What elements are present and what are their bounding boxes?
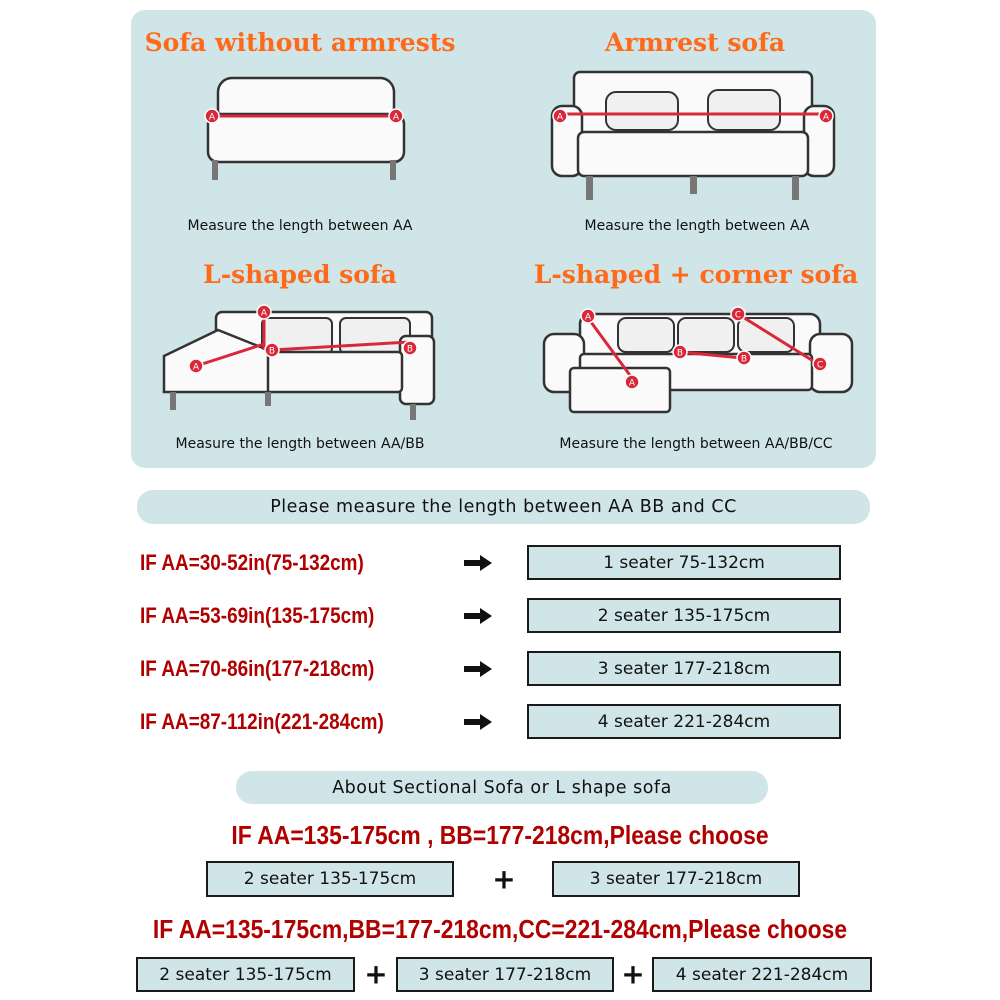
measure-caption-armrest: Measure the length between AA (584, 218, 810, 234)
marker-b-label: B (676, 348, 684, 359)
measure-caption-corner: Measure the length between AA/BB/CC (559, 436, 833, 452)
size-rule-condition: IF AA=53-69in(135-175cm) (140, 603, 375, 628)
sofa-type-title-corner: L-shaped + corner sofa (533, 260, 859, 289)
size-rule-result: 1 seater 75-132cm (603, 552, 765, 573)
marker-b-label: B (406, 344, 414, 355)
sofa-type-title-armrest: Armrest sofa (604, 28, 786, 57)
marker-a-label: A (584, 312, 592, 323)
size-rule-result-box (527, 598, 841, 633)
sectional-sofa-banner (236, 771, 768, 804)
measure-instruction-banner (137, 490, 870, 524)
right-arrow-icon (462, 553, 494, 573)
sectional-rule-1: IF AA=135-175cm , BB=177-218cm,Please choose (231, 820, 769, 850)
marker-c-label: C (734, 310, 742, 321)
right-arrow-icon (462, 712, 494, 732)
seater-label: 2 seater 135-175cm (243, 869, 417, 889)
size-rule-result: 2 seater 135-175cm (597, 605, 771, 626)
right-arrow-icon (462, 659, 494, 679)
marker-b-label: B (268, 346, 276, 357)
sectional-sofa-banner-text: About Sectional Sofa or L shape sofa (332, 777, 672, 798)
marker-c-label: C (816, 360, 824, 371)
size-rule-result-box (527, 651, 841, 686)
marker-a-label: A (556, 112, 564, 123)
size-rule-result-box (527, 704, 841, 739)
corner-sofa-illustration (540, 300, 858, 420)
plus-icon: + (492, 862, 516, 896)
seater-label: 3 seater 177-218cm (418, 964, 592, 985)
right-arrow-icon (462, 606, 494, 626)
marker-a-label: A (628, 378, 636, 389)
plus-icon: + (621, 957, 645, 991)
sectional-rule-2: IF AA=135-175cm,BB=177-218cm,CC=221-284cm,Please choose (152, 914, 848, 944)
sectional-rule-1-box (206, 861, 454, 897)
marker-a-label: A (208, 112, 216, 123)
marker-a-label: A (822, 112, 830, 123)
size-rule-condition: IF AA=87-112in(221-284cm) (140, 709, 384, 734)
measure-instruction-text: Please measure the length between AA BB and CC (270, 497, 737, 517)
seater-label: 4 seater 221-284cm (675, 964, 849, 985)
measure-caption-l-shaped: Measure the length between AA/BB (175, 436, 425, 452)
sectional-rule-2-box (396, 957, 614, 992)
size-rule-result-box (527, 545, 841, 580)
plus-icon: + (364, 957, 388, 991)
size-rule-condition: IF AA=30-52in(75-132cm) (140, 550, 364, 575)
marker-a-label: A (392, 112, 400, 123)
armless-sofa-illustration (190, 70, 420, 190)
seater-label: 3 seater 177-218cm (589, 869, 763, 889)
sofa-type-title-armless: Sofa without armrests (144, 28, 456, 57)
marker-a-label: A (192, 362, 200, 373)
size-rule-result: 3 seater 177-218cm (597, 658, 771, 679)
sectional-rule-1-box (552, 861, 800, 897)
sofa-type-title-l-shaped: L-shaped sofa (203, 260, 397, 289)
size-rule-condition: IF AA=70-86in(177-218cm) (140, 656, 375, 681)
sectional-rule-2-box (136, 957, 355, 992)
l-shaped-sofa-illustration (160, 300, 445, 425)
measure-caption-armless: Measure the length between AA (187, 218, 413, 234)
marker-a-label: A (260, 308, 268, 319)
seater-label: 2 seater 135-175cm (159, 964, 332, 985)
armrest-sofa-illustration (548, 66, 838, 206)
marker-b-label: B (740, 354, 748, 365)
size-rule-result: 4 seater 221-284cm (597, 711, 771, 732)
sectional-rule-2-box (652, 957, 872, 992)
